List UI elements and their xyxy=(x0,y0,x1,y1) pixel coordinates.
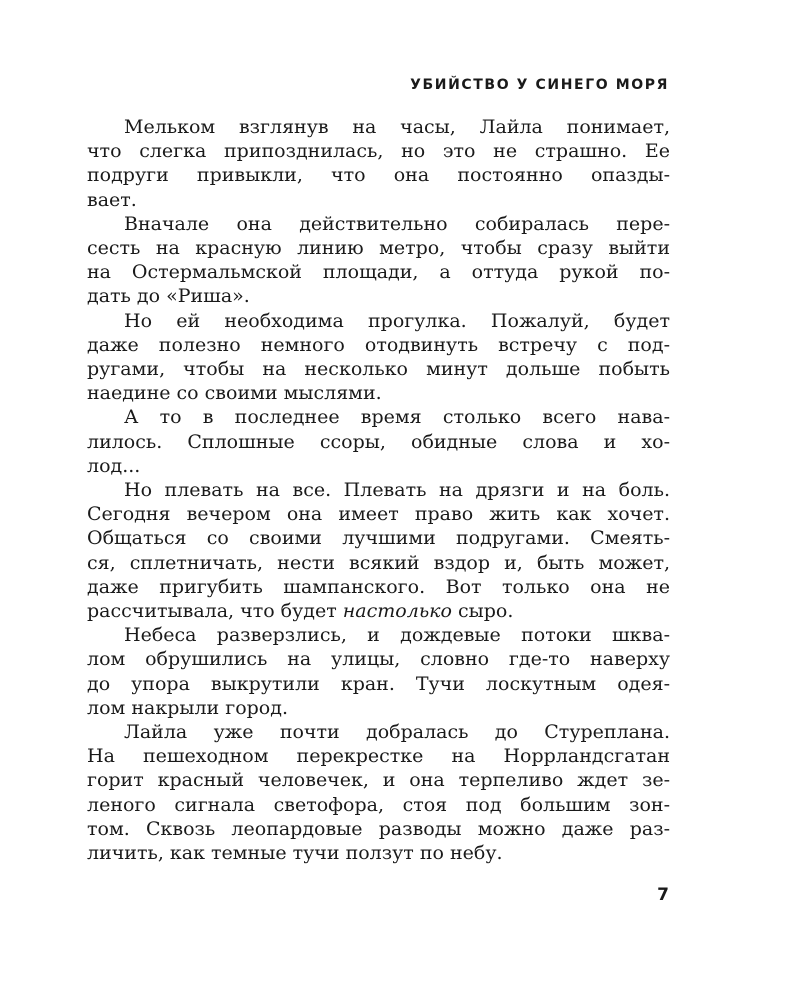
text-line: Но ей необходима прогулка. Пожалуй, будет xyxy=(124,309,670,332)
text-line: дать до «Риша». xyxy=(87,285,250,308)
text-line: А то в последнее время столько всего нава- xyxy=(124,406,670,429)
text-line: ругами, чтобы на несколько минут дольше побыть xyxy=(87,358,670,381)
text-line: лом накрыли город. xyxy=(87,696,288,719)
paragraph xyxy=(87,405,670,478)
paragraph xyxy=(87,115,670,212)
text-line: Общаться со своими лучшими подругами. Смеять- xyxy=(87,527,670,550)
text-line: подруги привыкли, что она постоянно опазды- xyxy=(87,164,670,187)
text-line: Но плевать на все. Плевать на дрязги и на боль. xyxy=(124,479,670,502)
paragraph xyxy=(87,623,670,720)
text-line: том. Сквозь леопардовые разводы можно даже раз- xyxy=(87,817,670,840)
text-line: леного сигнала светофора, стоя под большим зон- xyxy=(87,793,670,816)
text-line: вает. xyxy=(87,188,137,211)
text-line: даже пригубить шампанского. Вот только она не xyxy=(87,575,670,598)
text-line: даже полезно немного отодвинуть встречу с под- xyxy=(87,333,670,356)
text-line: горит красный человечек, и она терпеливо ждет зе- xyxy=(87,769,670,792)
text-line: лод... xyxy=(87,454,141,477)
text-line: лилось. Сплошные ссоры, обидные слова и хо- xyxy=(87,430,670,453)
text-line: На пешеходном перекрестке на Норрландсгатан xyxy=(87,745,670,768)
paragraph xyxy=(87,478,670,623)
text-line: Сегодня вечером она имеет право жить как хочет. xyxy=(87,503,670,526)
text-line: Мельком взглянув на часы, Лайла понимает, xyxy=(124,116,670,138)
paragraph xyxy=(87,309,670,406)
text-line: ся, сплетничать, нести всякий вздор и, быть может, xyxy=(87,551,670,574)
emphasis-text: настолько xyxy=(342,600,452,623)
text-line: наедине со своими мыслями. xyxy=(87,382,382,405)
text-line: Лайла уже почти добралась до Стуреплана. xyxy=(124,721,670,744)
text-line: сесть на красную линию метро, чтобы сразу выйти xyxy=(87,237,670,260)
paragraph xyxy=(87,212,670,309)
text-line: Небеса разверзлись, и дождевые потоки шква- xyxy=(124,624,670,647)
text-line: до упора выкрутили кран. Тучи лоскутным одея- xyxy=(87,672,670,695)
text-line: лом обрушились на улицы, словно где-то наверху xyxy=(87,648,670,671)
text-line: на Остермальмской площади, а оттуда рукой по- xyxy=(87,261,670,284)
text-line: личить, как темные тучи ползут по небу. xyxy=(87,842,503,865)
running-header: УБИЙСТВО У СИНЕГО МОРЯ xyxy=(410,77,669,93)
text-run: сыро. xyxy=(451,600,514,623)
text-line: что слегка припозднилась, но это не страшно. Ее xyxy=(87,140,670,163)
body-text xyxy=(87,115,670,865)
paragraph xyxy=(87,720,670,865)
text-run: рассчитывала, что будет xyxy=(87,600,343,623)
text-line xyxy=(87,599,670,623)
page-number: 7 xyxy=(657,885,669,905)
text-line: Вначале она действительно собиралась пере- xyxy=(124,212,670,235)
